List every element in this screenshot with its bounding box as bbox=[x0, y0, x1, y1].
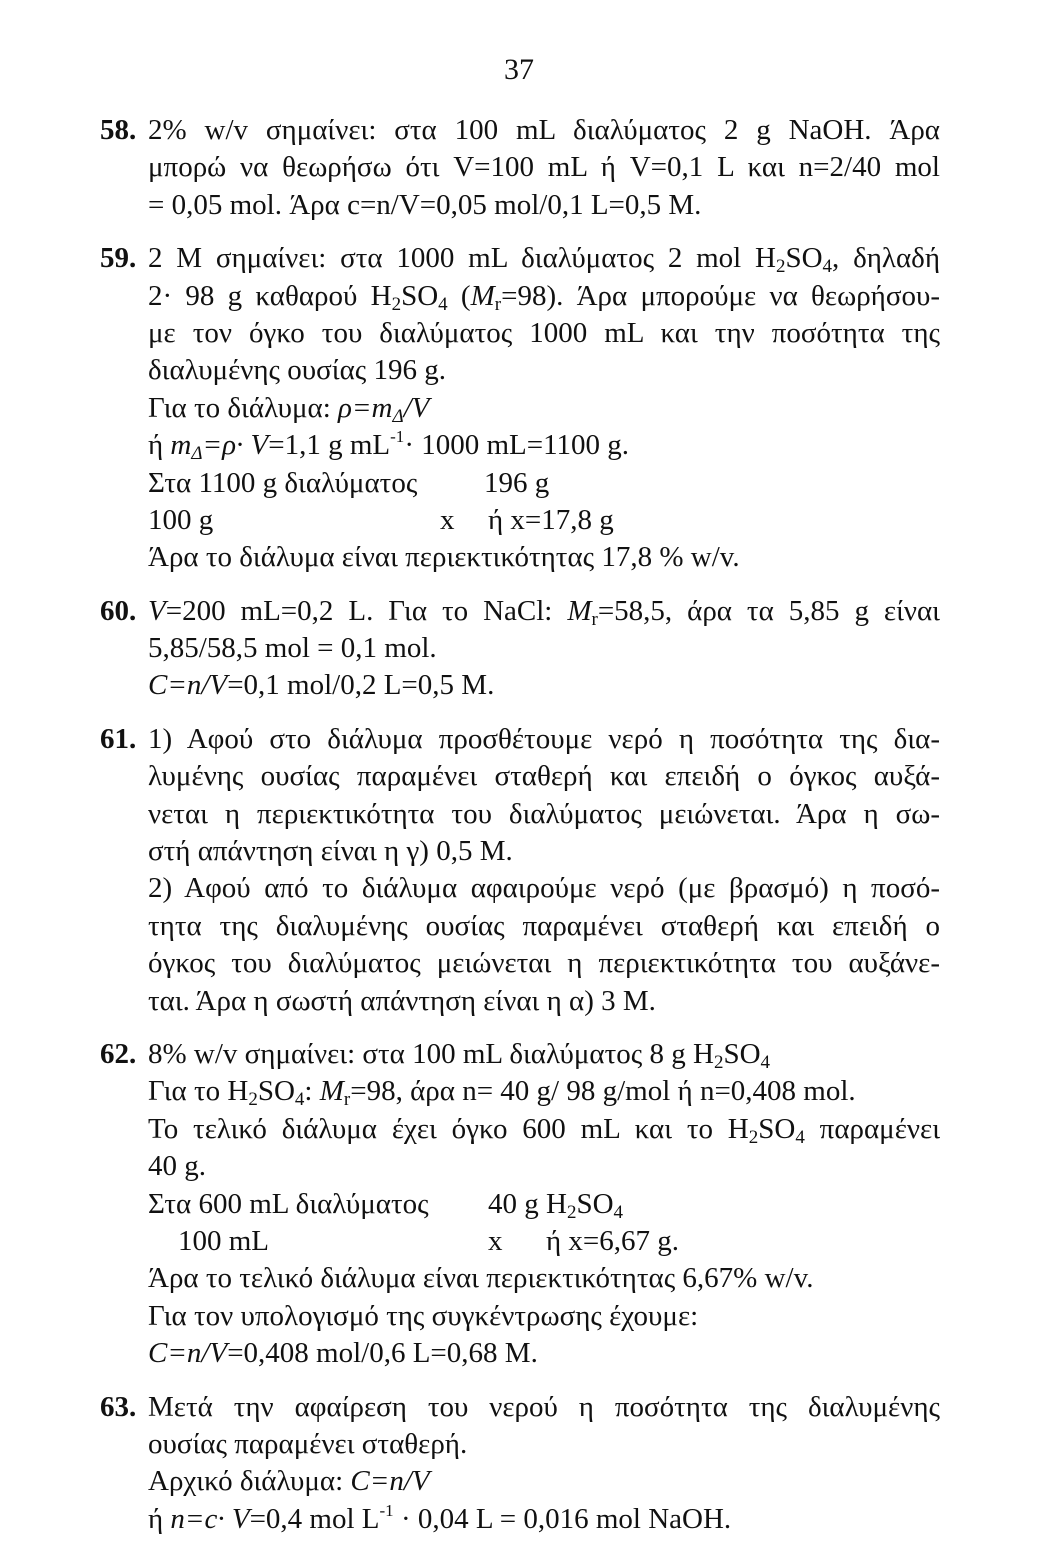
item-number: 62. bbox=[100, 1037, 137, 1070]
subscript: 4 bbox=[795, 1126, 805, 1148]
item-number: 63. bbox=[100, 1390, 137, 1423]
text: =58,5, άρα τα 5,85 g είναι bbox=[597, 594, 940, 627]
italic-formula: /V bbox=[403, 391, 430, 424]
text: ή bbox=[148, 429, 171, 462]
solution-60 bbox=[100, 593, 940, 705]
text: SO bbox=[576, 1187, 614, 1220]
text-line: όγκος του διαλύματος μειώνεται η περιεκτικότητα του αυξάνε- bbox=[148, 947, 940, 980]
italic-formula: ρ=m bbox=[338, 391, 393, 424]
text: 8% w/v σημαίνει: στα 100 mL διαλύματος 8 g H bbox=[148, 1037, 714, 1070]
text-line: 5,85/58,5 mol = 0,1 mol. bbox=[148, 632, 437, 665]
text: =0,408 mol/0,6 L=0,68 M. bbox=[227, 1337, 538, 1370]
text: : bbox=[304, 1075, 320, 1108]
text: =0,1 mol/0,2 L=0,5 M. bbox=[227, 669, 495, 702]
text: Στα 1100 g διαλύματος bbox=[148, 466, 418, 499]
text-line bbox=[148, 1335, 940, 1372]
solution-59 bbox=[100, 240, 940, 577]
text-line: Άρα το τελικό διάλυμα είναι περιεκτικότητας 6,67% w/v. bbox=[148, 1262, 814, 1295]
text: Το τελικό διάλυμα έχει όγκο 600 mL και το H bbox=[148, 1112, 749, 1145]
text: SO bbox=[401, 279, 439, 312]
text-line bbox=[148, 1036, 940, 1073]
subscript: 4 bbox=[438, 293, 448, 315]
text: · 0,04 L = 0,016 mol NaOH. bbox=[393, 1502, 732, 1535]
subscript: 2 bbox=[775, 256, 786, 278]
text-line bbox=[148, 1463, 940, 1500]
text: Στα 600 mL διαλύματος bbox=[148, 1187, 429, 1220]
text: 40 g H bbox=[488, 1187, 567, 1220]
text-line: ουσίας παραμένει σταθερή. bbox=[148, 1427, 468, 1460]
subscript: r bbox=[494, 293, 502, 315]
item-number: 61. bbox=[100, 722, 137, 755]
page-number: 37 bbox=[504, 53, 534, 86]
text-line: 40 g. bbox=[148, 1150, 206, 1183]
text-line: = 0,05 mol. Άρα c=n/V=0,05 mol/0,1 L=0,5 M. bbox=[148, 188, 702, 221]
text-line bbox=[148, 1186, 940, 1223]
text: ή x=17,8 g bbox=[488, 503, 614, 536]
text-line: Μετά την αφαίρεση του νερού η ποσότητα της διαλυμένης bbox=[148, 1390, 940, 1423]
solution-58 bbox=[100, 112, 940, 224]
text: =0,4 mol L bbox=[249, 1502, 380, 1535]
text-line: τητα της διαλυμένης ουσίας παραμένει σταθερή και επειδή ο bbox=[148, 909, 940, 942]
text: SO bbox=[758, 1112, 796, 1145]
subscript: 4 bbox=[760, 1051, 771, 1073]
superscript: -1 bbox=[379, 1500, 394, 1520]
text-line bbox=[148, 465, 940, 502]
text: Αρχικό διάλυμα: bbox=[148, 1465, 351, 1498]
text: 2 M σημαίνει: στα 1000 mL διαλύματος 2 mol H bbox=[148, 242, 776, 275]
text: 196 g bbox=[484, 466, 550, 499]
text: SO bbox=[257, 1075, 295, 1108]
text-line: νεται η περιεκτικότητα του διαλύματος μειώνεται. Άρα η σω- bbox=[148, 797, 940, 830]
text-line bbox=[148, 240, 940, 277]
text: Για το διάλυμα: bbox=[148, 391, 339, 424]
subscript: 2 bbox=[748, 1126, 759, 1148]
subscript: 4 bbox=[822, 256, 833, 278]
text-line bbox=[148, 1223, 940, 1260]
text: =98). Άρα μπορούμε να θεωρήσου- bbox=[501, 279, 940, 312]
text: =98, άρα n= 40 g/ 98 g/mol ή n=0,408 mol. bbox=[350, 1075, 856, 1108]
text-line: διαλυμένης ουσίας 196 g. bbox=[148, 354, 447, 387]
text: 100 g bbox=[148, 503, 214, 536]
text: · 1000 mL=1100 g. bbox=[404, 429, 630, 462]
italic-formula: C=n/V bbox=[148, 669, 228, 702]
text-line: Άρα το διάλυμα είναι περιεκτικότητας 17,8 % w/v. bbox=[148, 541, 740, 574]
text-line: ται. Άρα η σωστή απάντηση είναι η α) 3 M. bbox=[148, 984, 656, 1017]
text: 2· 98 g καθαρού H bbox=[148, 279, 392, 312]
text-line: λυμένης ουσίας παραμένει σταθερή και επειδή ο όγκος αυξά- bbox=[148, 760, 940, 793]
text: x bbox=[440, 503, 455, 536]
text-line: 1) Αφού στο διάλυμα προσθέτουμε νερό η ποσότητα της δια- bbox=[148, 722, 940, 755]
subscript: 2 bbox=[248, 1089, 258, 1111]
text: παραμένει bbox=[804, 1112, 940, 1145]
text-line: 2% w/v σημαίνει: στα 100 mL διαλύματος 2 g NaOH. Άρα bbox=[148, 114, 940, 146]
italic-formula: C=n/V bbox=[148, 1337, 228, 1370]
italic-symbol: M bbox=[319, 1075, 344, 1108]
italic-formula: =ρ· bbox=[202, 429, 251, 462]
item-number: 58. bbox=[100, 114, 137, 146]
solutions-text bbox=[100, 112, 940, 1554]
text-line: Για τον υπολογισμό της συγκέντρωσης έχουμε: bbox=[148, 1299, 699, 1332]
subscript: 2 bbox=[566, 1201, 577, 1223]
subscript: 4 bbox=[294, 1089, 305, 1111]
italic-symbol: M bbox=[567, 594, 592, 627]
text-line: μπορώ να θεωρήσω ότι V=100 mL ή V=0,1 L και n=2/40 mol bbox=[148, 151, 940, 184]
item-number: 60. bbox=[100, 594, 137, 627]
text-line bbox=[148, 1501, 940, 1538]
text: , δηλαδή bbox=[832, 242, 940, 275]
text-line bbox=[148, 1073, 940, 1110]
text: =1,1 g mL bbox=[268, 429, 391, 462]
solution-61 bbox=[100, 721, 940, 1020]
text-line bbox=[148, 427, 940, 464]
italic-symbol: V bbox=[148, 594, 166, 627]
text-line: στή απάντηση είναι η γ) 0,5 M. bbox=[148, 835, 513, 868]
solution-63 bbox=[100, 1389, 940, 1539]
text-line: με τον όγκο του διαλύματος 1000 mL και την ποσότητα της bbox=[148, 316, 940, 349]
text: SO bbox=[785, 242, 823, 275]
item-number: 59. bbox=[100, 242, 137, 275]
text: SO bbox=[723, 1037, 761, 1070]
text: x bbox=[488, 1224, 503, 1257]
text-line bbox=[148, 667, 940, 704]
text: ή x=6,67 g. bbox=[546, 1224, 680, 1257]
subscript: 2 bbox=[391, 293, 402, 315]
subscript: 4 bbox=[613, 1201, 624, 1223]
italic-formula: C=n/V bbox=[350, 1465, 430, 1498]
subscript: r bbox=[343, 1089, 351, 1111]
text-line bbox=[148, 502, 940, 539]
text: 100 mL bbox=[178, 1224, 270, 1257]
italic-formula: m bbox=[170, 429, 192, 462]
subscript: Δ bbox=[191, 443, 203, 465]
subscript: Δ bbox=[392, 405, 404, 427]
text: =200 mL=0,2 L. Για το NaCl: bbox=[165, 594, 568, 627]
solution-62 bbox=[100, 1036, 940, 1373]
text: Για το H bbox=[148, 1075, 249, 1108]
text: ή bbox=[148, 1502, 171, 1535]
italic-symbol: M bbox=[470, 279, 495, 312]
text-line: 2) Αφού από το διάλυμα αφαιρούμε νερό (με βρασμό) η ποσό- bbox=[148, 872, 940, 905]
text-line bbox=[148, 390, 940, 427]
text-line bbox=[148, 593, 940, 630]
text-line bbox=[148, 1111, 940, 1148]
subscript: r bbox=[591, 608, 598, 630]
text-line bbox=[148, 278, 940, 315]
italic-formula: n=c· V bbox=[170, 1502, 250, 1535]
text: ( bbox=[447, 279, 471, 312]
superscript: -1 bbox=[390, 427, 405, 447]
italic-formula: V bbox=[250, 429, 269, 462]
subscript: 2 bbox=[713, 1051, 724, 1073]
